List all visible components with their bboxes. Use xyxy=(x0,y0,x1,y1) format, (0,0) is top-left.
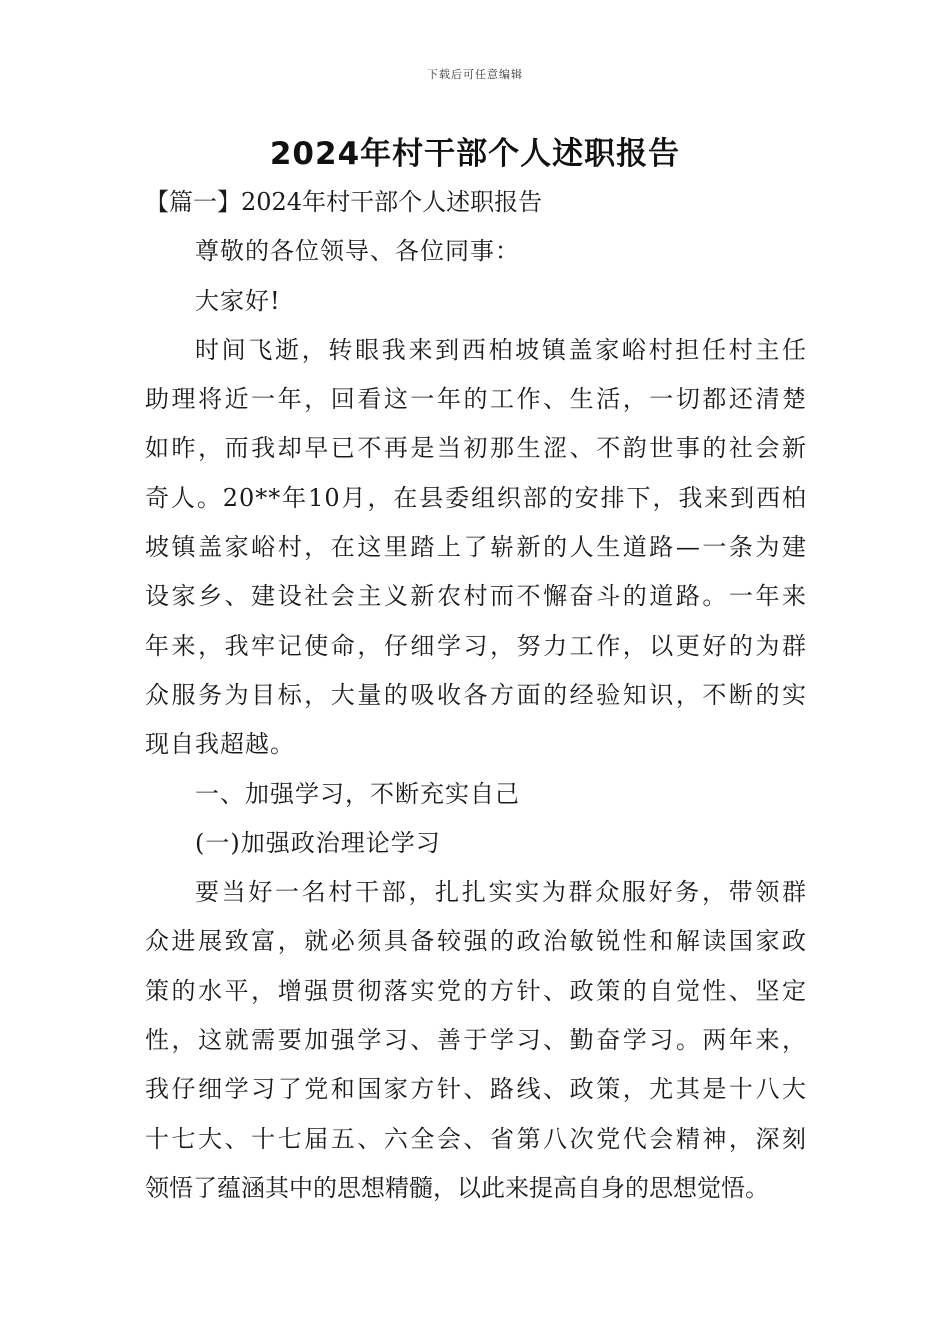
paragraph-line: 现自我超越。 xyxy=(145,730,295,759)
document-title: 2024年村干部个人述职报告 xyxy=(269,136,681,172)
subsection-heading: 一、加强学习，不断充实自己 xyxy=(195,779,520,808)
paragraph-line: 我仔细学习了党和国家方针、路线、政策，尤其是十八大 xyxy=(145,1075,807,1104)
paragraph-line: 众服务为目标，大量的吸收各方面的经验知识，不断的实 xyxy=(145,680,807,709)
paragraph-line: 助理将近一年，回看这一年的工作、生活，一切都还清楚 xyxy=(145,385,807,414)
paragraph-line: 年来，我牢记使命，仔细学习，努力工作，以更好的为群 xyxy=(145,631,807,660)
subsection-heading: (一)加强政治理论学习 xyxy=(195,828,441,857)
paragraph-line: 性，这就需要加强学习、善于学习、勤奋学习。两年来， xyxy=(145,1026,807,1055)
paragraph-line: 策的水平，增强贯彻落实党的方针、政策的自觉性、坚定 xyxy=(145,976,807,1005)
paragraph-line: 领悟了蕴涵其中的思想精髓，以此来提高自身的思想觉悟。 xyxy=(145,1173,769,1202)
paragraph-line: 要当好一名村干部，扎扎实实为群众服好务，带领群 xyxy=(195,878,807,907)
greeting: 大家好! xyxy=(195,286,281,315)
paragraph-line: 众进展致富，就必须具备较强的政治敏锐性和解读国家政 xyxy=(145,927,807,956)
paragraph-line: 十七大、十七届五、六全会、省第八次党代会精神，深刻 xyxy=(145,1124,807,1153)
paragraph-line: 坡镇盖家峪村，在这里踏上了崭新的人生道路—一条为建 xyxy=(145,533,807,562)
salutation: 尊敬的各位领导、各位同事： xyxy=(195,237,520,266)
document-body xyxy=(145,178,807,1213)
paragraph-line: 设家乡、建设社会主义新农村而不懈奋斗的道路。一年来 xyxy=(145,582,807,611)
section-heading: 【篇一】2024年村干部个人述职报告 xyxy=(145,188,543,216)
paragraph-line: 奇人。20**年10月，在县委组织部的安排下，我来到西柏 xyxy=(145,483,807,512)
paragraph-line: 时间飞逝，转眼我来到西柏坡镇盖家峪村担任村主任 xyxy=(195,335,807,364)
header-note: 下载后可任意编辑 xyxy=(427,68,523,81)
paragraph-line: 如昨，而我却早已不再是当初那生涩、不韵世事的社会新 xyxy=(145,434,807,463)
